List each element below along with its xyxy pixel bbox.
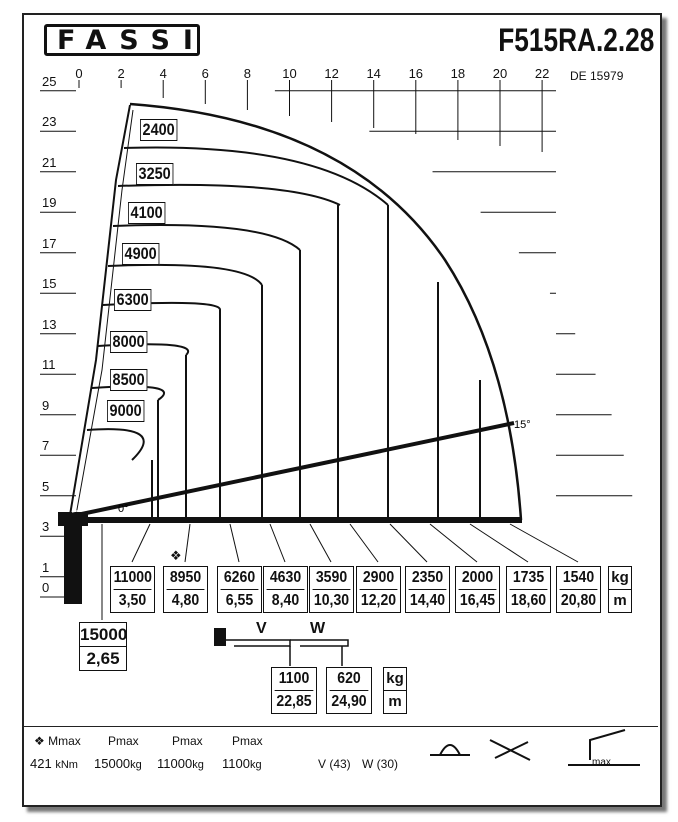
x-tick-label: 6 <box>201 66 209 81</box>
document-number: DE 15979 <box>570 69 624 83</box>
horizontal-load-m: 8,40 <box>271 592 300 609</box>
horizontal-load-m: 18,60 <box>510 592 547 609</box>
y-tick-label: 5 <box>42 478 50 494</box>
y-tick-label: 1 <box>42 559 50 575</box>
footer-value-unit: kNm <box>55 759 78 771</box>
jib-w-outline <box>290 640 348 646</box>
x-tick-label: 20 <box>492 66 508 81</box>
horizontal-load-kg: 1735 <box>510 567 548 590</box>
angle-0-label: 0° <box>118 503 129 515</box>
x-tick-label: 14 <box>366 66 381 81</box>
load-leader-line <box>350 524 378 562</box>
outline-load-label: 3250 <box>136 163 173 185</box>
jib-load-v-m: 22,85 <box>276 693 312 710</box>
y-tick-label: 15 <box>42 276 57 292</box>
load-leader-line <box>390 524 427 562</box>
brand-logo: FASSI <box>44 24 200 56</box>
footer-value-pmax-1 <box>94 756 142 771</box>
horizontal-load-box <box>163 566 208 613</box>
y-tick-label: 19 <box>42 195 57 211</box>
y-tick-label: 17 <box>42 235 57 251</box>
crane-column <box>64 522 82 604</box>
max-load-m: 2,65 <box>86 649 120 668</box>
boom-15deg <box>72 423 514 516</box>
model-title: F515RA.2.28 <box>497 22 654 58</box>
jib-label-v: V <box>256 620 267 637</box>
footer-value-num: 421 <box>30 756 52 771</box>
horizontal-load-box <box>506 566 551 613</box>
horizontal-load-box <box>309 566 354 613</box>
footer-pmax-label-1: Pmax <box>108 734 139 748</box>
horizontal-load-box <box>263 566 308 613</box>
main-boom-inner-line <box>76 110 133 515</box>
max-load-box <box>79 622 127 671</box>
footer-value-pmax-2 <box>157 756 204 771</box>
horizontal-load-kg: 6260 <box>221 567 259 590</box>
outline-load-label: 8500 <box>110 369 147 391</box>
load-leader-line <box>132 524 150 562</box>
outline-load-label: 8000 <box>110 331 147 353</box>
outline-load-label: 9000 <box>107 400 144 422</box>
horizontal-load-m: 3,50 <box>118 592 147 609</box>
y-tick-label: 0 <box>42 580 50 595</box>
footer-value-mmax <box>30 756 78 771</box>
horizontal-load-kg: 4630 <box>267 567 305 590</box>
horizontal-load-m: 4,80 <box>171 592 200 609</box>
load-leader-line <box>270 524 285 562</box>
truck-cab-icon <box>214 628 226 646</box>
horizontal-load-kg: 8950 <box>167 567 205 590</box>
x-tick-label: 2 <box>117 66 125 81</box>
y-tick-label: 21 <box>42 154 57 170</box>
diamond-marker-icon: ❖ <box>170 548 182 563</box>
rope-icon <box>490 740 530 760</box>
jib-load-w-kg: 620 <box>330 668 369 691</box>
horizontal-load-m: 16,45 <box>459 592 496 609</box>
max-load-kg: 15000 <box>80 623 126 647</box>
horizontal-load-m: 10,30 <box>313 592 350 609</box>
footer-value-pmax-3 <box>222 756 262 771</box>
horizontal-load-kg: 2900 <box>360 567 398 590</box>
jib-load-w-m: 24,90 <box>331 693 367 710</box>
jib-load-w <box>326 667 372 714</box>
x-tick-label: 22 <box>534 66 550 81</box>
horizontal-load-kg: 1540 <box>560 567 598 590</box>
horizontal-boom-0deg <box>72 517 522 523</box>
x-tick-label: 0 <box>75 66 83 81</box>
jib-unit-m: m <box>388 693 402 710</box>
footer-w-count: W (30) <box>362 757 398 771</box>
footer-pmax-label-3: Pmax <box>232 734 263 748</box>
footer-value-unit: kg <box>130 759 142 771</box>
horizontal-load-kg: 2350 <box>409 567 447 590</box>
jib-unit-kg: kg <box>384 668 406 691</box>
jib-v-outline <box>226 640 290 646</box>
horizontal-load-kg: 3590 <box>313 567 351 590</box>
y-tick-label: 13 <box>42 316 57 332</box>
horizontal-load-kg: 2000 <box>459 567 497 590</box>
horizontal-load-box <box>405 566 450 613</box>
footer-max-label: max <box>592 757 611 768</box>
x-tick-label: 16 <box>408 66 424 81</box>
outline-load-label: 4900 <box>122 243 159 265</box>
x-tick-label: 12 <box>324 66 339 81</box>
footer-value-unit: kg <box>249 759 262 771</box>
load-leader-line <box>230 524 239 562</box>
footer-v-count: V (43) <box>318 757 351 771</box>
jib-load-v-kg: 1100 <box>275 668 314 691</box>
horizontal-load-box <box>455 566 500 613</box>
y-tick-label: 25 <box>42 73 57 89</box>
y-tick-label: 23 <box>42 114 57 130</box>
outer-envelope-curve <box>130 104 521 520</box>
load-leader-line <box>185 524 190 562</box>
winch-icon <box>430 745 470 755</box>
footer-value-unit: kg <box>192 759 204 771</box>
x-tick-label: 18 <box>450 66 466 81</box>
horizontal-load-m: 20,80 <box>560 592 597 609</box>
footer-value-num: 11000 <box>157 756 193 771</box>
y-tick-label: 3 <box>42 519 50 535</box>
y-tick-label: 11 <box>42 357 56 373</box>
jib-unit-box <box>383 667 407 714</box>
y-tick-label: 9 <box>42 397 50 413</box>
outline-load-label: 6300 <box>114 289 151 311</box>
horizontal-load-box <box>356 566 401 613</box>
outline-load-label: 4100 <box>128 202 165 224</box>
x-tick-label: 10 <box>282 66 297 81</box>
x-tick-label: 4 <box>159 66 167 81</box>
footer-divider <box>22 726 658 727</box>
envelope-arc <box>87 429 144 460</box>
y-tick-label: 7 <box>42 438 50 454</box>
footer-pmax-label-2: Pmax <box>172 734 203 748</box>
horizontal-load-box <box>217 566 262 613</box>
angle-15-label: 15° <box>514 419 531 431</box>
horizontal-load-box <box>556 566 601 613</box>
x-tick-label: 8 <box>243 66 251 81</box>
horizontal-load-box <box>110 566 155 613</box>
unit-kg: kg <box>609 567 631 590</box>
load-leader-line <box>310 524 331 562</box>
load-leader-line <box>430 524 477 562</box>
unit-m: m <box>613 592 627 609</box>
horizontal-load-m: 6,55 <box>225 592 254 609</box>
jib-load-v <box>271 667 317 714</box>
footer-mmax-label: ❖ Mmax <box>34 734 81 748</box>
horizontal-load-m: 14,40 <box>409 592 446 609</box>
footer-value-num: 1100 <box>222 756 250 771</box>
envelope-arc <box>108 265 262 285</box>
unit-box <box>608 566 632 613</box>
footer-value-num: 15000 <box>94 756 131 771</box>
horizontal-load-m: 12,20 <box>360 592 397 609</box>
outline-load-label: 2400 <box>140 119 177 141</box>
horizontal-load-kg: 11000 <box>114 567 152 590</box>
jib-label-w: W <box>310 620 326 637</box>
